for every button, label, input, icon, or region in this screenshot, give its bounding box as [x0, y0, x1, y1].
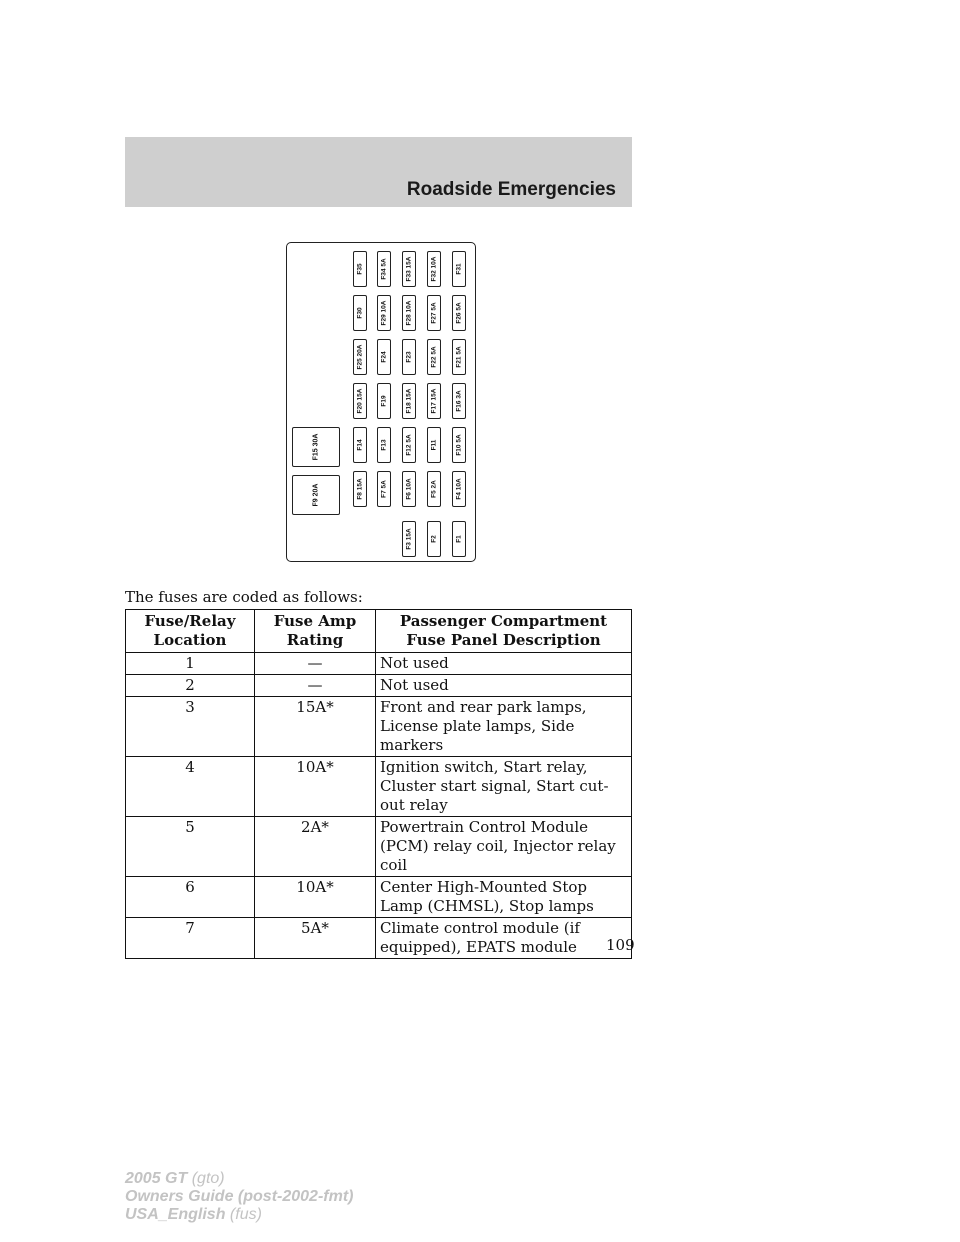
fuse-f28	[402, 295, 416, 331]
cell-description: Not used	[376, 675, 632, 697]
fuse-label: F19	[380, 395, 388, 407]
fuse-label: F7 5A	[380, 480, 388, 498]
table-row	[126, 918, 632, 959]
fuse-f10	[452, 427, 466, 463]
fuse-label: F17 15A	[430, 388, 438, 414]
cell-location: 7	[126, 918, 255, 959]
fuse-f29	[377, 295, 391, 331]
fuse-f16	[452, 383, 466, 419]
fuse-label: F15 30A	[312, 433, 320, 461]
fuse-f12	[402, 427, 416, 463]
fuse-f1	[452, 521, 466, 557]
fuse-f11	[427, 427, 441, 463]
table-body	[126, 653, 632, 959]
fuse-label: F25 20A	[356, 344, 364, 370]
fuse-f13	[377, 427, 391, 463]
fuse-f9	[292, 475, 340, 515]
cell-rating: 2A*	[255, 817, 376, 877]
cell-description: Ignition switch, Start relay, Cluster start signal, Start cut-out relay	[376, 757, 632, 817]
intro-text: The fuses are coded as follows:	[125, 588, 363, 606]
fuse-f3	[402, 521, 416, 557]
fuse-label: F28 10A	[405, 300, 413, 326]
fuse-f24	[377, 339, 391, 375]
table-row	[126, 653, 632, 675]
cell-description: Climate control module (if equipped), EPATS module	[376, 918, 632, 959]
fuse-label: F21 5A	[455, 346, 463, 368]
fuse-panel-diagram	[286, 242, 476, 562]
fuse-f15	[292, 427, 340, 467]
cell-description: Center High-Mounted Stop Lamp (CHMSL), Stop lamps	[376, 877, 632, 918]
fuse-label: F27 5A	[430, 302, 438, 324]
fuse-label: F8 15A	[356, 478, 364, 500]
fuse-f22	[427, 339, 441, 375]
col-header-location: Fuse/Relay Location	[126, 610, 255, 653]
table-row	[126, 817, 632, 877]
fuse-label: F34 5A	[380, 258, 388, 280]
fuse-label: F9 20A	[312, 483, 320, 507]
fuse-label: F1	[455, 535, 463, 543]
cell-description: Front and rear park lamps, License plate lamps, Side markers	[376, 697, 632, 757]
cell-rating: —	[255, 675, 376, 697]
cell-location: 5	[126, 817, 255, 877]
page-number: 109	[606, 936, 635, 954]
fuse-label: F3 15A	[405, 528, 413, 550]
fuse-f7	[377, 471, 391, 507]
fuse-f17	[427, 383, 441, 419]
fuse-label: F35	[356, 263, 364, 275]
fuse-label: F12 5A	[405, 434, 413, 456]
fuse-f31	[452, 251, 466, 287]
fuse-label: F5 2A	[430, 480, 438, 498]
fuse-f5	[427, 471, 441, 507]
fuse-f21	[452, 339, 466, 375]
fuse-f20	[353, 383, 367, 419]
fuse-label: F33 15A	[405, 256, 413, 282]
fuse-label: F26 5A	[455, 302, 463, 324]
fuse-label: F16 3A	[455, 390, 463, 412]
page-header-title: Roadside Emergencies	[406, 179, 616, 200]
table-row	[126, 675, 632, 697]
fuse-f19	[377, 383, 391, 419]
fuse-label: F29 10A	[380, 300, 388, 326]
footer-line-2: Owners Guide (post-2002-fmt)	[125, 1188, 354, 1205]
fuse-f34	[377, 251, 391, 287]
fuse-label: F22 5A	[430, 346, 438, 368]
fuse-f2	[427, 521, 441, 557]
cell-description: Powertrain Control Module (PCM) relay coil, Injector relay coil	[376, 817, 632, 877]
table-row	[126, 697, 632, 757]
cell-location: 3	[126, 697, 255, 757]
cell-rating: —	[255, 653, 376, 675]
fuse-label: F24	[380, 351, 388, 363]
fuse-label: F13	[380, 439, 388, 451]
footer-model-code: (gto)	[191, 1170, 225, 1187]
cell-location: 2	[126, 675, 255, 697]
fuse-f18	[402, 383, 416, 419]
cell-rating: 15A*	[255, 697, 376, 757]
fuse-label: F11	[430, 439, 438, 451]
footer-language: USA_English	[125, 1206, 226, 1223]
table-header-row	[126, 610, 632, 653]
fuse-f32	[427, 251, 441, 287]
fuse-label: F31	[455, 263, 463, 275]
fuse-label: F2	[430, 535, 438, 543]
fuse-f26	[452, 295, 466, 331]
fuse-f35	[353, 251, 367, 287]
fuse-label: F10 5A	[455, 434, 463, 456]
document-footer	[125, 1170, 353, 1224]
fuse-label: F23	[405, 351, 413, 363]
fuse-label: F14	[356, 439, 364, 451]
cell-rating: 10A*	[255, 877, 376, 918]
cell-location: 4	[126, 757, 255, 817]
fuse-table	[125, 609, 632, 959]
cell-description: Not used	[376, 653, 632, 675]
fuse-f30	[353, 295, 367, 331]
fuse-label: F20 15A	[356, 388, 364, 414]
fuse-label: F30	[356, 307, 364, 319]
fuse-f4	[452, 471, 466, 507]
fuse-f23	[402, 339, 416, 375]
fuse-label: F32 10A	[430, 256, 438, 282]
fuse-label: F6 10A	[405, 478, 413, 500]
col-header-description: Passenger Compartment Fuse Panel Description	[376, 610, 632, 653]
footer-line-1	[125, 1170, 353, 1188]
cell-location: 6	[126, 877, 255, 918]
table-row	[126, 877, 632, 918]
footer-line-3	[125, 1206, 353, 1224]
fuse-f25	[353, 339, 367, 375]
fuse-f6	[402, 471, 416, 507]
table-row	[126, 757, 632, 817]
fuse-f27	[427, 295, 441, 331]
footer-model: 2005 GT	[125, 1170, 188, 1187]
fuse-label: F18 15A	[405, 388, 413, 414]
header-band	[125, 137, 632, 207]
footer-language-code: (fus)	[229, 1206, 262, 1223]
fuse-f33	[402, 251, 416, 287]
fuse-f14	[353, 427, 367, 463]
col-header-rating: Fuse Amp Rating	[255, 610, 376, 653]
fuse-label: F4 10A	[455, 478, 463, 500]
cell-rating: 10A*	[255, 757, 376, 817]
cell-location: 1	[126, 653, 255, 675]
fuse-f8	[353, 471, 367, 507]
cell-rating: 5A*	[255, 918, 376, 959]
